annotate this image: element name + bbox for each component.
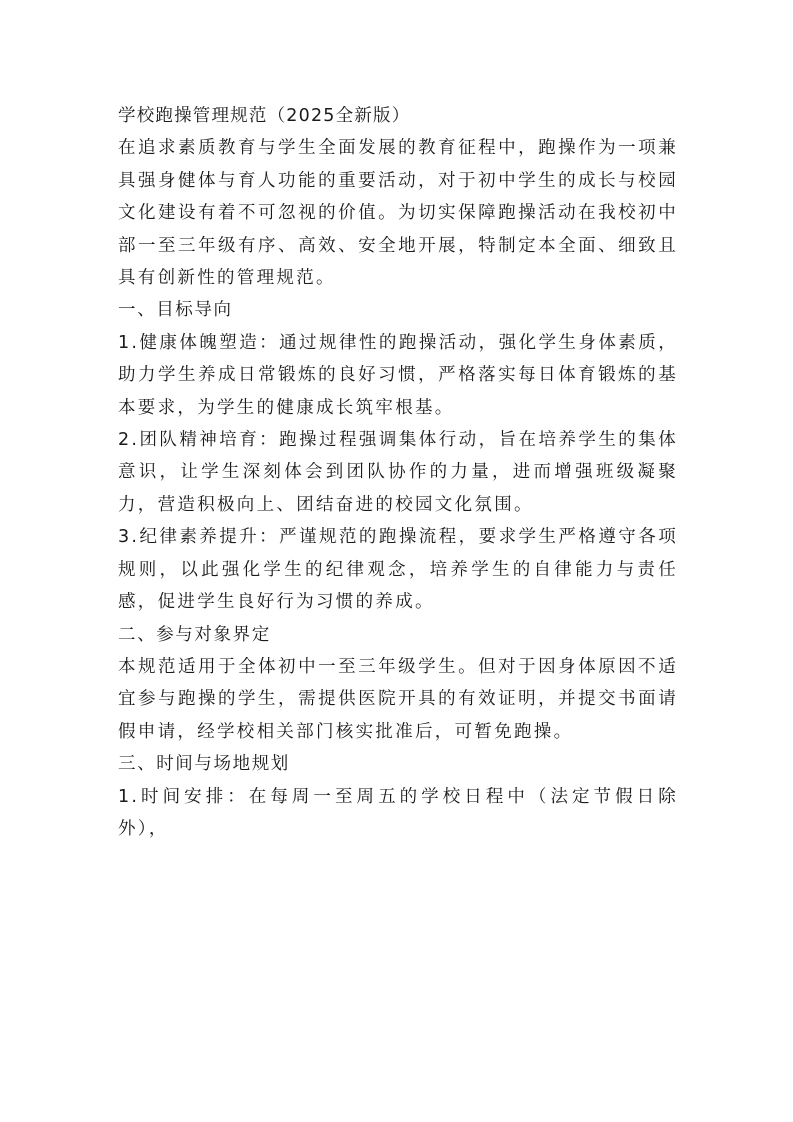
section-heading-goals: 一、目标导向: [118, 300, 233, 321]
section-heading-participants: 二、参与对象界定: [118, 624, 271, 645]
intro-paragraph: 在追求素质教育与学生全面发展的教育征程中，跑操作为一项兼具强身健体与育人功能的重要活动，对于初中学生的成长与校园文化建设有着不可忽视的价值。为切实保障跑操活动在我校初中部一至三年级有序、高效、安全地开展，特制定本全面、细致且具有创新性的管理规范。: [118, 138, 678, 289]
participants-paragraph: 本规范适用于全体初中一至三年级学生。但对于因身体原因不适宜参与跑操的学生，需提供医院开具的有效证明，并提交书面请假申请，经学校相关部门核实批准后，可暂免跑操。: [118, 656, 678, 742]
goal-paragraph-team: 2.团队精神培育：跑操过程强调集体行动，旨在培养学生的集体意识，让学生深刻体会到团队协作的力量，进而增强班级凝聚力，营造积极向上、团结奋进的校园文化氛围。: [118, 430, 678, 515]
document-page: [118, 100, 678, 845]
goal-paragraph-discipline: 3.纪律素养提升：严谨规范的跑操流程，要求学生严格遵守各项规则，以此强化学生的纪律观念，培养学生的自律能力与责任感，促进学生良好行为习惯的养成。: [118, 527, 678, 613]
document-title: 学校跑操管理规范（2025全新版）: [118, 106, 411, 126]
time-paragraph: 1.时间安排：在每周一至周五的学校日程中（法定节假日除外），: [118, 786, 678, 839]
section-heading-time-venue: 三、时间与场地规划: [118, 754, 290, 775]
goal-paragraph-health: 1.健康体魄塑造：通过规律性的跑操活动，强化学生身体素质，助力学生养成日常锻炼的良好习惯，严格落实每日体育锻炼的基本要求，为学生的健康成长筑牢根基。: [118, 332, 678, 418]
